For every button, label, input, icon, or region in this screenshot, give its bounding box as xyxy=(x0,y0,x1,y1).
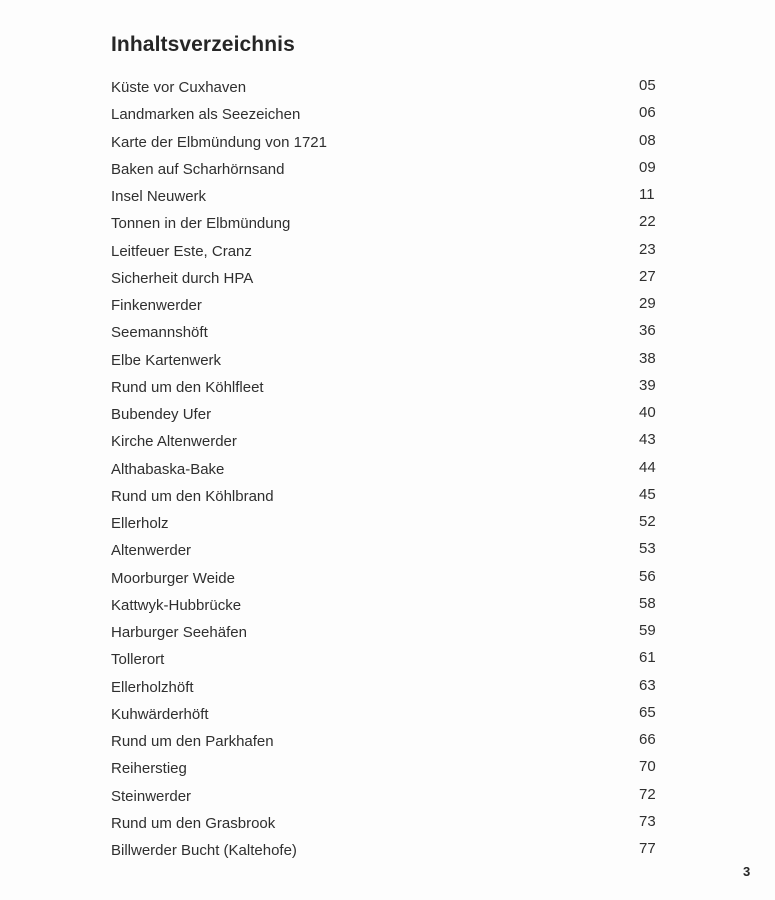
toc-entry xyxy=(111,378,661,405)
toc-entry-title: Seemannshöft xyxy=(111,324,208,342)
toc-entry-page: 63 xyxy=(639,676,656,694)
toc-entry-page: 73 xyxy=(639,812,656,830)
toc-entry-title: Landmarken als Seezeichen xyxy=(111,106,301,124)
toc-entry xyxy=(111,841,661,868)
toc-entry-title: Moorburger Weide xyxy=(111,569,235,587)
toc-entry xyxy=(111,623,661,650)
toc-entry-title: Kattwyk-Hubbrücke xyxy=(111,596,242,614)
toc-entry-page: 38 xyxy=(639,349,656,367)
toc-entry xyxy=(111,569,661,596)
toc-entry-title: Billwerder Bucht (Kaltehofe) xyxy=(111,842,297,859)
toc-entry xyxy=(111,541,661,568)
toc-entry-title: Insel Neuwerk xyxy=(111,188,207,205)
toc-entry-title: Altenwerder xyxy=(111,542,192,560)
toc-entry xyxy=(111,678,661,705)
toc-entry xyxy=(111,323,661,350)
toc-entry-title: Rund um den Köhlbrand xyxy=(111,487,274,505)
toc-entry xyxy=(111,732,661,759)
toc-entry-title: Sicherheit durch HPA xyxy=(111,269,254,287)
toc-entry xyxy=(111,242,661,269)
toc-entry-page: 58 xyxy=(639,594,656,612)
toc-entry-page: 27 xyxy=(639,267,656,285)
toc-entry-title: Rund um den Parkhafen xyxy=(111,733,274,750)
toc-entry xyxy=(111,296,661,323)
toc-entry xyxy=(111,787,661,814)
toc-entry-page: 05 xyxy=(639,77,656,94)
toc-entry xyxy=(111,650,661,677)
toc-entry-title: Tonnen in der Elbmündung xyxy=(111,215,291,233)
toc-entry-page: 61 xyxy=(639,649,656,667)
toc-entry-page: 23 xyxy=(639,240,656,258)
toc-entry-page: 45 xyxy=(639,485,656,503)
toc-entry-page: 29 xyxy=(639,295,656,312)
toc-entry-title: Steinwerder xyxy=(111,787,192,805)
toc-entry xyxy=(111,269,661,296)
toc-entry-title: Bubendey Ufer xyxy=(111,406,212,423)
toc-entry-title: Tollerort xyxy=(111,651,165,669)
toc-entry-title: Kuhwärderhöft xyxy=(111,705,209,723)
toc-entry-page: 65 xyxy=(639,703,656,721)
toc-entry-page: 59 xyxy=(639,622,656,639)
toc-entry xyxy=(111,105,661,132)
toc-entry xyxy=(111,814,661,841)
toc-entry xyxy=(111,214,661,241)
toc-entry-page: 36 xyxy=(639,322,656,340)
toc-entry-title: Finkenwerder xyxy=(111,297,202,314)
toc-entry-title: Leitfeuer Este, Cranz xyxy=(111,242,252,260)
toc-entry-page: 09 xyxy=(639,158,656,176)
toc-entry-page: 72 xyxy=(639,785,656,803)
toc-entry-page: 06 xyxy=(639,104,656,122)
toc-entry-page: 52 xyxy=(639,513,656,530)
toc-heading: Inhaltsverzeichnis xyxy=(111,33,295,56)
toc-entry-title: Harburger Seehäfen xyxy=(111,624,247,641)
toc-entry-title: Elbe Kartenwerk xyxy=(111,351,222,369)
toc-entry-page: 53 xyxy=(639,540,656,558)
toc-entry xyxy=(111,405,661,432)
toc-entry-title: Küste vor Cuxhaven xyxy=(111,79,247,96)
toc-entry-page: 66 xyxy=(639,731,656,748)
toc-entry xyxy=(111,133,661,160)
toc-entry xyxy=(111,432,661,459)
toc-entry-page: 39 xyxy=(639,376,656,394)
page-number: 3 xyxy=(743,864,751,879)
toc-entry-title: Ellerholzhöft xyxy=(111,678,194,696)
toc-entry-page: 08 xyxy=(639,131,656,149)
table-of-contents xyxy=(111,78,661,868)
toc-entry-title: Ellerholz xyxy=(111,515,169,532)
toc-entry xyxy=(111,187,661,214)
toc-entry-page: 77 xyxy=(639,840,656,857)
toc-entry xyxy=(111,759,661,786)
toc-entry xyxy=(111,351,661,378)
toc-entry-title: Karte der Elbmündung von 1721 xyxy=(111,133,327,151)
toc-entry xyxy=(111,160,661,187)
toc-entry-title: Baken auf Scharhörnsand xyxy=(111,160,285,178)
toc-entry-page: 22 xyxy=(639,213,656,231)
toc-entry xyxy=(111,705,661,732)
toc-entry-title: Rund um den Grasbrook xyxy=(111,814,276,832)
toc-entry xyxy=(111,596,661,623)
toc-entry-page: 40 xyxy=(639,404,656,421)
toc-entry-title: Reiherstieg xyxy=(111,760,187,778)
toc-entry xyxy=(111,460,661,487)
toc-entry-title: Althabaska-Bake xyxy=(111,460,225,478)
toc-entry-page: 43 xyxy=(639,431,656,449)
toc-entry-title: Kirche Altenwerder xyxy=(111,433,237,451)
toc-entry-title: Rund um den Köhlfleet xyxy=(111,378,264,396)
toc-entry-page: 70 xyxy=(639,758,656,776)
toc-entry xyxy=(111,514,661,541)
toc-entry-page: 44 xyxy=(639,458,656,476)
toc-entry-page: 11 xyxy=(639,186,655,203)
toc-entry xyxy=(111,487,661,514)
toc-entry xyxy=(111,78,661,105)
toc-entry-page: 56 xyxy=(639,567,656,585)
